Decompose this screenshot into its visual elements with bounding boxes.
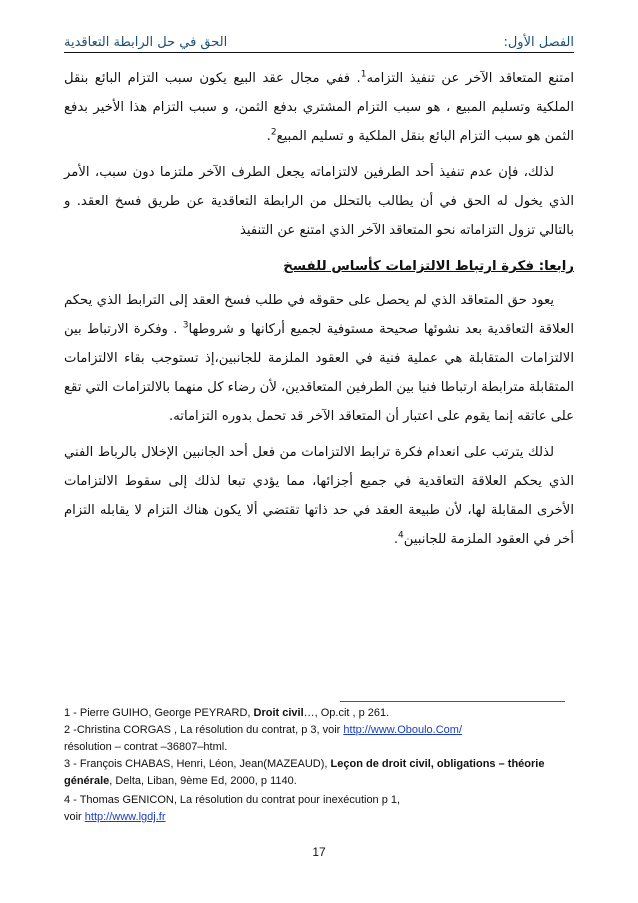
paragraph-3-text-a: يعود حق المتعاقد الذي لم يحصل على حقوقه في طلب فسخ العقد إلى الترابط الذي يحكم العلاقة التعاقدية بعد نشوئها صحيحة مستوفية لجميع أركانها و شروطها xyxy=(64,293,574,337)
footnote-4-link[interactable]: http://www.lgdj.fr xyxy=(84,811,166,823)
footnote-3 xyxy=(64,756,574,790)
footnote-1-authors: 1 - Pierre GUIHO, George PEYRARD, xyxy=(64,707,254,719)
paragraph-4-text-b: . xyxy=(393,532,399,547)
footnote-1-title: Droit civil xyxy=(253,707,304,719)
paragraph-1-text-b: . ففي مجال عقد البيع يكون سبب التزام البائع بنقل الملكية وتسليم المبيع ، هو سبب التزام المشتري بدفع الثمن، و سبب التزام هذا الأخير بدفع الثمن هو سبب التزام البائع بنقل الملكية و تسليم المبيع xyxy=(64,71,574,144)
header-title: الحق في حل الرابطة التعاقدية xyxy=(64,35,228,50)
paragraph-4-text-a: لذلك يترتب على انعدام فكرة ترابط الالتزامات من فعل أحد الجانبين الإخلال بالرباط الفني الذي يحكم العلاقة التعاقدية في جميع أجزائها، مما يؤدي تبعا لذلك إلى سقوط الالتزامات الأخرى المقابلة لها، لأن طبيعة العقد في حد ذاتها تقتضي ألا يكون هناك التزام لا يقابله التزام أخر في العقود الملزمة للجانبين xyxy=(64,445,574,547)
footnote-3-ref: , Delta, Liban, 9ème Ed, 2000, p 1140. xyxy=(109,775,297,787)
footnote-2-link[interactable]: http://www.Oboulo.Com/ xyxy=(343,724,463,736)
paragraph-3 xyxy=(64,286,574,431)
footnote-separator xyxy=(340,701,565,702)
paragraph-1-text-c: . xyxy=(266,129,271,144)
paragraph-1-text-a: امتنع المتعاقد الآخر عن تنفيذ التزامه xyxy=(366,71,574,86)
paragraph-3-text-b: . وفكرة الارتباط بين الالتزامات المتقابلة هي عملية فنية في العقود الملزمة للجانبين،إذ تستوجب بقاء الالتزامات المتقابلة مترابطة ارتباطا فنيا بين الطرفين المتعاقدين، لأن رضاء كل منهما بالالتزامات التي تقع على عاتقه إنما يقوم على اعتبار أن المتعاقد الآخر قد تحمل بدوره التزاماته. xyxy=(64,322,574,424)
footnotes xyxy=(64,705,574,826)
footnote-1-ref: …, Op.cit , p 261. xyxy=(303,707,390,719)
footnote-3-authors: 3 - François CHABAS, Henri, Léon, Jean(MAZEAUD), xyxy=(64,758,331,770)
footnote-ref-4: 4 xyxy=(398,530,404,541)
footnote-3-title: Leçon de droit civil, obligations – théorie générale xyxy=(64,758,545,787)
page-number: 17 xyxy=(312,845,326,859)
paragraph-2: لذلك، فإن عدم تنفيذ أحد الطرفين لالتزاماته يجعل الطرف الآخر ملتزما دون سبب، الأمر الذي يخول له الحق في أن يطالب بالتحلل من الرابطة التعاقدية عن طريق فسخ العقد. و بالتالي تزول التزاماته نحو المتعاقد الآخر الذي امتنع عن التنفيذ xyxy=(64,165,574,238)
header-chapter: الفصل الأول: xyxy=(503,35,574,50)
section-heading: رابعا: فكرة ارتباط الالتزامات كأساس للفسخ xyxy=(283,259,574,274)
footnote-ref-1: 1 xyxy=(360,69,367,80)
running-header xyxy=(64,24,574,53)
footnote-2-continuation: résolution – contrat –36807–html. xyxy=(64,741,228,753)
paragraph-1 xyxy=(64,64,574,151)
footnote-4-text: 4 - Thomas GENICON, La résolution du contrat pour inexécution p 1, xyxy=(64,794,401,806)
footnote-ref-3: 3 xyxy=(182,320,189,331)
footnote-1 xyxy=(64,705,574,722)
footnote-4-voir: voir xyxy=(64,811,85,823)
paragraph-4 xyxy=(64,438,574,554)
footnote-ref-2: 2 xyxy=(270,127,277,138)
footnote-2 xyxy=(64,722,574,756)
body-text xyxy=(64,64,574,554)
footnote-2-text: 2 -Christina CORGAS , La résolution du contrat, p 3, voir xyxy=(64,724,344,736)
footnote-4 xyxy=(64,792,574,826)
